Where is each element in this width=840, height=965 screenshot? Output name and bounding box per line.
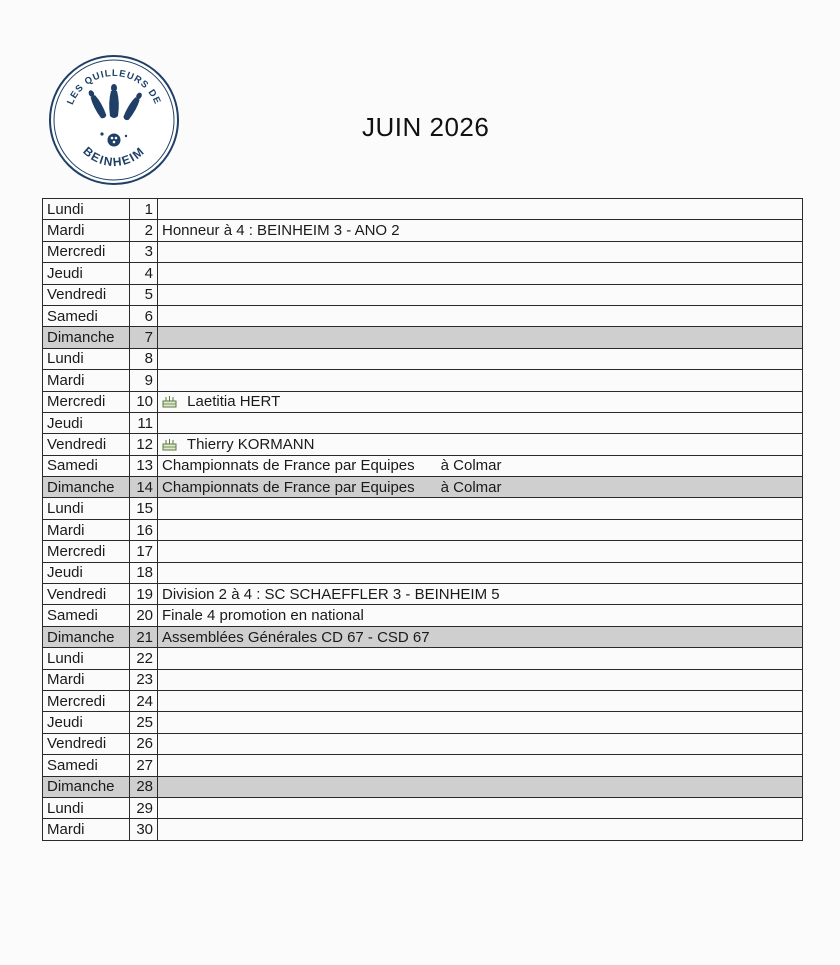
- day-name-cell: Samedi: [43, 605, 130, 626]
- event-cell: [158, 712, 803, 733]
- event-cell: [158, 434, 803, 455]
- calendar-row: [43, 327, 803, 348]
- event-text: Thierry KORMANN: [186, 435, 315, 453]
- page-title: JUIN 2026: [362, 112, 490, 142]
- day-number-cell: 26: [130, 733, 158, 754]
- calendar-row: [43, 477, 803, 498]
- event-cell: [158, 626, 803, 647]
- calendar-row: [43, 626, 803, 647]
- event-text: Championnats de France par Equipes: [162, 457, 415, 475]
- event-cell: [158, 455, 803, 476]
- calendar-row: [43, 263, 803, 284]
- day-number-cell: 14: [130, 477, 158, 498]
- day-name-cell: Mardi: [43, 370, 130, 391]
- day-name-cell: Lundi: [43, 199, 130, 220]
- day-name-cell: Lundi: [43, 797, 130, 818]
- calendar-row: [43, 498, 803, 519]
- skittles-logo-icon: [48, 54, 180, 186]
- day-name-cell: Vendredi: [43, 284, 130, 305]
- calendar-row: [43, 541, 803, 562]
- birthday-cake-icon: [162, 438, 177, 451]
- calendar-row: [43, 370, 803, 391]
- event-cell: [158, 584, 803, 605]
- calendar-row: [43, 712, 803, 733]
- event-cell: [158, 755, 803, 776]
- day-name-cell: Dimanche: [43, 327, 130, 348]
- day-name-cell: Mardi: [43, 220, 130, 241]
- day-number-cell: 5: [130, 284, 158, 305]
- day-number-cell: 19: [130, 584, 158, 605]
- event-cell: [158, 605, 803, 626]
- event-cell: [158, 776, 803, 797]
- event-text: Championnats de France par Equipes: [162, 478, 415, 496]
- day-name-cell: Mardi: [43, 819, 130, 840]
- calendar-row: [43, 755, 803, 776]
- day-name-cell: Vendredi: [43, 584, 130, 605]
- day-name-cell: Jeudi: [43, 412, 130, 433]
- calendar-row: [43, 562, 803, 583]
- event-cell: [158, 391, 803, 412]
- day-number-cell: 6: [130, 305, 158, 326]
- calendar-row: [43, 391, 803, 412]
- event-text: Finale 4 promotion en national: [162, 607, 364, 625]
- calendar-row: [43, 519, 803, 540]
- day-number-cell: 1: [130, 199, 158, 220]
- club-logo: [48, 54, 180, 186]
- day-number-cell: 17: [130, 541, 158, 562]
- calendar-row: [43, 305, 803, 326]
- event-cell: [158, 669, 803, 690]
- event-cell: [158, 733, 803, 754]
- day-number-cell: 22: [130, 648, 158, 669]
- day-number-cell: 12: [130, 434, 158, 455]
- event-cell: [158, 199, 803, 220]
- day-number-cell: 20: [130, 605, 158, 626]
- day-name-cell: Lundi: [43, 648, 130, 669]
- day-name-cell: Vendredi: [43, 434, 130, 455]
- event-location: à Colmar: [440, 457, 502, 475]
- event-text: Honneur à 4 : BEINHEIM 3 - ANO 2: [162, 222, 400, 240]
- day-name-cell: Mardi: [43, 669, 130, 690]
- birthday-cake-icon: [162, 395, 177, 408]
- day-number-cell: 23: [130, 669, 158, 690]
- day-number-cell: 21: [130, 626, 158, 647]
- event-cell: [158, 797, 803, 818]
- calendar-row: [43, 455, 803, 476]
- calendar-row: [43, 648, 803, 669]
- day-number-cell: 28: [130, 776, 158, 797]
- day-number-cell: 2: [130, 220, 158, 241]
- day-number-cell: 24: [130, 690, 158, 711]
- day-name-cell: Dimanche: [43, 776, 130, 797]
- event-cell: [158, 220, 803, 241]
- day-number-cell: 11: [130, 412, 158, 433]
- day-number-cell: 18: [130, 562, 158, 583]
- calendar-row: [43, 797, 803, 818]
- day-name-cell: Dimanche: [43, 626, 130, 647]
- day-name-cell: Samedi: [43, 305, 130, 326]
- event-cell: [158, 241, 803, 262]
- event-cell: [158, 263, 803, 284]
- event-cell: [158, 541, 803, 562]
- day-name-cell: Mercredi: [43, 541, 130, 562]
- day-name-cell: Mercredi: [43, 690, 130, 711]
- event-cell: [158, 370, 803, 391]
- calendar-row: [43, 434, 803, 455]
- calendar-row: [43, 605, 803, 626]
- day-name-cell: Mercredi: [43, 241, 130, 262]
- event-cell: [158, 284, 803, 305]
- day-number-cell: 15: [130, 498, 158, 519]
- event-text: Laetitia HERT: [187, 393, 281, 411]
- event-cell: [158, 498, 803, 519]
- event-location: à Colmar: [440, 478, 502, 496]
- day-name-cell: Jeudi: [43, 562, 130, 583]
- calendar-row: [43, 819, 803, 840]
- calendar-row: [43, 241, 803, 262]
- calendar-row: [43, 199, 803, 220]
- calendar-row: [43, 776, 803, 797]
- event-cell: [158, 648, 803, 669]
- calendar-row: [43, 669, 803, 690]
- event-cell: [158, 477, 803, 498]
- day-number-cell: 30: [130, 819, 158, 840]
- day-number-cell: 27: [130, 755, 158, 776]
- event-cell: [158, 519, 803, 540]
- day-number-cell: 8: [130, 348, 158, 369]
- event-cell: [158, 819, 803, 840]
- event-text: Division 2 à 4 : SC SCHAEFFLER 3 - BEINHEIM 5: [162, 585, 500, 603]
- day-number-cell: 16: [130, 519, 158, 540]
- day-name-cell: Dimanche: [43, 477, 130, 498]
- day-name-cell: Jeudi: [43, 263, 130, 284]
- event-cell: [158, 412, 803, 433]
- calendar-row: [43, 412, 803, 433]
- day-name-cell: Mardi: [43, 519, 130, 540]
- day-name-cell: Lundi: [43, 498, 130, 519]
- day-name-cell: Lundi: [43, 348, 130, 369]
- day-name-cell: Samedi: [43, 455, 130, 476]
- event-cell: [158, 305, 803, 326]
- event-text: Assemblées Générales CD 67 - CSD 67: [162, 628, 430, 646]
- day-number-cell: 25: [130, 712, 158, 733]
- logo-bottom-text: BEINHEIM: [80, 143, 148, 170]
- event-cell: [158, 690, 803, 711]
- event-cell: [158, 348, 803, 369]
- day-name-cell: Mercredi: [43, 391, 130, 412]
- day-number-cell: 9: [130, 370, 158, 391]
- day-number-cell: 29: [130, 797, 158, 818]
- day-number-cell: 3: [130, 241, 158, 262]
- day-number-cell: 4: [130, 263, 158, 284]
- logo-top-text: LES QUILLEURS DE: [65, 67, 163, 107]
- day-number-cell: 13: [130, 455, 158, 476]
- calendar-row: [43, 733, 803, 754]
- day-number-cell: 7: [130, 327, 158, 348]
- day-name-cell: Samedi: [43, 755, 130, 776]
- calendar-row: [43, 584, 803, 605]
- event-cell: [158, 562, 803, 583]
- month-calendar-table: [42, 198, 803, 841]
- calendar-row: [43, 284, 803, 305]
- calendar-row: [43, 690, 803, 711]
- day-number-cell: 10: [130, 391, 158, 412]
- event-cell: [158, 327, 803, 348]
- calendar-row: [43, 348, 803, 369]
- day-name-cell: Vendredi: [43, 733, 130, 754]
- calendar-row: [43, 220, 803, 241]
- day-name-cell: Jeudi: [43, 712, 130, 733]
